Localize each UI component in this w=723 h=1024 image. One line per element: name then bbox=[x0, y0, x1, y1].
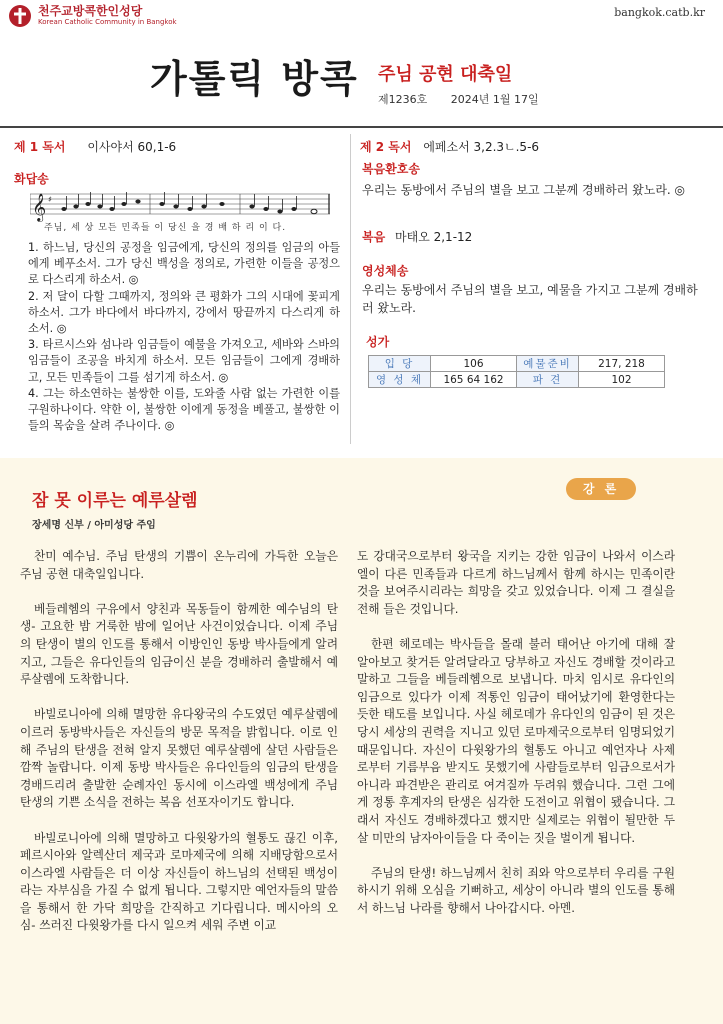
column-divider bbox=[350, 134, 351, 444]
hymn-table bbox=[368, 355, 665, 388]
cross-emblem-icon bbox=[8, 4, 32, 28]
psalm-label: 화답송 bbox=[14, 172, 49, 186]
logo-title: 천주교방콕한인성당 bbox=[38, 4, 143, 18]
svg-text:𝄞: 𝄞 bbox=[32, 193, 47, 221]
psalm-verse: 2. 저 달이 다할 그때까지, 정의와 큰 평화가 그의 시대에 꽃피게 하소서. 그가 바다에서 바다까지, 강에서 땅끝까지 다스리게 하소서. ◎ bbox=[28, 289, 340, 336]
second-reading-ref: 에페소서 3,2.3ㄴ.5-6 bbox=[423, 140, 540, 154]
first-reading-label: 제 1 독서 bbox=[14, 140, 66, 154]
site-url[interactable]: bangkok.catb.kr bbox=[614, 6, 705, 19]
header-divider bbox=[0, 126, 723, 128]
hymn-value: 165 64 162 bbox=[431, 372, 517, 388]
hymn-value: 102 bbox=[579, 372, 665, 388]
homily-paragraph: 바빌로니아에 의해 멸망하고 다윗왕가의 혈통도 끊긴 이후, 페르시아와 알렉산더 제국과 로마제국에 의해 지배당함으로서 이스라엘 사람들은 더 이상 자신들이 하느님의 선택된 백성이라는 자부심을 가질 수 없게 됩니다. 그렇지만 예언자들의 말씀을 통해서 한 가닥 희망을 간직하고 기다립니다. 메시아의 오심- 쓰러진 다윗왕가를 다시 일으켜 세워 주변 이교 bbox=[20, 830, 338, 933]
logo-subtitle: Korean Catholic Community in Bangkok bbox=[38, 18, 177, 26]
psalm-verses bbox=[28, 240, 340, 434]
communion-label: 영성체송 bbox=[362, 264, 409, 278]
homily-byline: 장세명 신부 / 아미성당 주임 bbox=[32, 520, 156, 531]
communion-text: 우리는 동방에서 주님의 별을 보고, 예물을 가지고 그분께 경배하러 왔노라. bbox=[362, 283, 698, 315]
homily-title: 잠 못 이루는 예루살렘 bbox=[32, 491, 198, 511]
gospel-reading bbox=[362, 228, 472, 245]
table-row bbox=[369, 356, 665, 372]
psalm-lyric: 주님, 세 상 모든 민족들 이 당신 을 경 배 하 리 이 다. bbox=[44, 223, 287, 233]
church-logo[interactable] bbox=[8, 4, 177, 28]
homily-tag: 강 론 bbox=[566, 478, 636, 500]
homily-paragraph: 한편 헤로데는 박사들을 몰래 불러 태어난 아기에 대해 잘 알아보고 찾거든 알려달라고 당부하고 자신도 경배할 것이라고 말하고 그들을 베들레헴으로 보냅니다. 마치 임시로 유다인의 임금으로 있다가 이제 적통인 임금이 태어났기에 환영한다는 듯한 태도를 보입니다. 사실 헤로데가 유다인의 임금이 된 것은 당시 세상의 권력을 지니고 있던 로마제국으로부터 임명되었기 때문입니다. 자신이 다윗왕가의 혈통도 아니고 예언자나 사제로부터 기름부음 받지도 못했기에 사람들로부터 임금으로서가 아니라 파견받은 관리로 여겨질까 두려워 했습니다. 그런 그에게 정통 후계자의 탄생은 심각한 도전이고 위협이 됐습니다. 그래서 자신도 경배하겠다고 했지만 실제로는 위협이 될만한 두 살 미만의 남자아이들을 다 죽이는 짓을 벌이게 됩니다. bbox=[357, 636, 675, 845]
hymn-value: 106 bbox=[431, 356, 517, 372]
masthead-title: 가톨릭 방콕 bbox=[150, 57, 359, 101]
gospel-label: 복음 bbox=[362, 230, 386, 244]
hymn-key: 파 견 bbox=[517, 372, 579, 388]
psalm-verse: 1. 하느님, 당신의 공정을 임금에게, 당신의 정의를 임금의 아들에게 베푸소서. 그가 당신 백성을 정의로, 가련한 이들을 공정으로 다스리게 하소서. ◎ bbox=[28, 241, 340, 287]
psalm-verse: 3. 타르시스와 섬나라 임금들이 예물을 가져오고, 세바와 스바의 임금들이 조공을 바치게 하소서. 모든 임금들이 그에게 경배하고, 모든 민족들이 그를 섬기게 하소서. ◎ bbox=[28, 338, 340, 384]
feast-title: 주님 공현 대축일 bbox=[378, 64, 513, 85]
gospel-acclamation-label: 복음환호송 bbox=[362, 162, 420, 176]
hymn-key: 예물준비 bbox=[517, 356, 579, 372]
gospel-acclamation-text: 우리는 동방에서 주님의 별을 보고 그분께 경배하러 왔노라. ◎ bbox=[362, 183, 686, 197]
homily-column-left bbox=[20, 548, 338, 953]
table-row bbox=[369, 372, 665, 388]
first-reading-ref: 이사야서 60,1-6 bbox=[87, 140, 177, 154]
first-reading bbox=[14, 138, 176, 155]
hymn-key: 입 당 bbox=[369, 356, 431, 372]
homily-paragraph: 바빌로니아에 의해 멸망한 유다왕국의 수도였던 예루살렘에 이르러 동방박사들은 자신들의 방문 목적을 밝힙니다. 이로 인해 주님의 탄생을 전혀 알지 못했던 예루살렘에 살던 사람들은 깜짝 놀랍니다. 이제 동방 박사들은 유다인들의 임금의 탄생을 경배드리려 출발한 순례자인 동시에 이스라엘 백성에게 주님 탄생의 기쁜 소식을 전하는 복음 선포자이기도 합니다. bbox=[20, 707, 338, 810]
homily-paragraph: 도 강대국으로부터 왕국을 지키는 강한 임금이 나와서 이스라엘이 다른 민족들과 다르게 하느님께서 함께 하시는 민족이란 것을 보여주시리라는 희망을 갖고 있었습니다. 이제 그 결실을 전해 들은 것입니다. bbox=[357, 549, 675, 616]
homily-paragraph: 주님의 탄생! 하느님께서 친히 죄와 악으로부터 우리를 구원하시기 위해 오심을 기뻐하고, 세상이 아니라 별의 인도를 통해서 하느님 나라를 향해서 나아갑시다. 아멘. bbox=[357, 865, 675, 915]
psalm-verse: 4. 그는 하소연하는 불쌍한 이를, 도와줄 사람 없는 가련한 이를 구원하나이다. 약한 이, 불쌍한 이에게 동정을 베풀고, 불쌍한 이들의 목숨을 살려 주나이다. ◎ bbox=[28, 386, 340, 433]
homily-paragraph: 찬미 예수님. 주님 탄생의 기쁨이 온누리에 가득한 오늘은 주님 공현 대축일입니다. bbox=[20, 549, 338, 581]
hymn-value: 217, 218 bbox=[579, 356, 665, 372]
issue-info bbox=[378, 91, 559, 107]
hymn-key: 영 성 체 bbox=[369, 372, 431, 388]
issue-number: 제1236호 bbox=[378, 93, 428, 106]
svg-text:♯: ♯ bbox=[48, 195, 52, 204]
homily-column-right bbox=[357, 548, 675, 935]
homily-paragraph: 베들레헴의 구유에서 양친과 목동들이 함께한 예수님의 탄생- 고요한 밤 거룩한 밤에 일어난 사건이었습니다. 이제 주님의 탄생이 별의 인도를 통해서 이방인인 동방 박사들에게 알려지고, 그들은 유다인들의 임금이신 분을 경배하러 출발해서 예루살렘에 도착합니다. bbox=[20, 601, 338, 687]
second-reading bbox=[360, 138, 539, 155]
second-reading-label: 제 2 독서 bbox=[360, 140, 412, 154]
gospel-ref: 마태오 2,1-12 bbox=[395, 230, 473, 244]
hymn-label: 성가 bbox=[366, 335, 390, 349]
issue-date: 2024년 1월 17일 bbox=[450, 93, 539, 106]
